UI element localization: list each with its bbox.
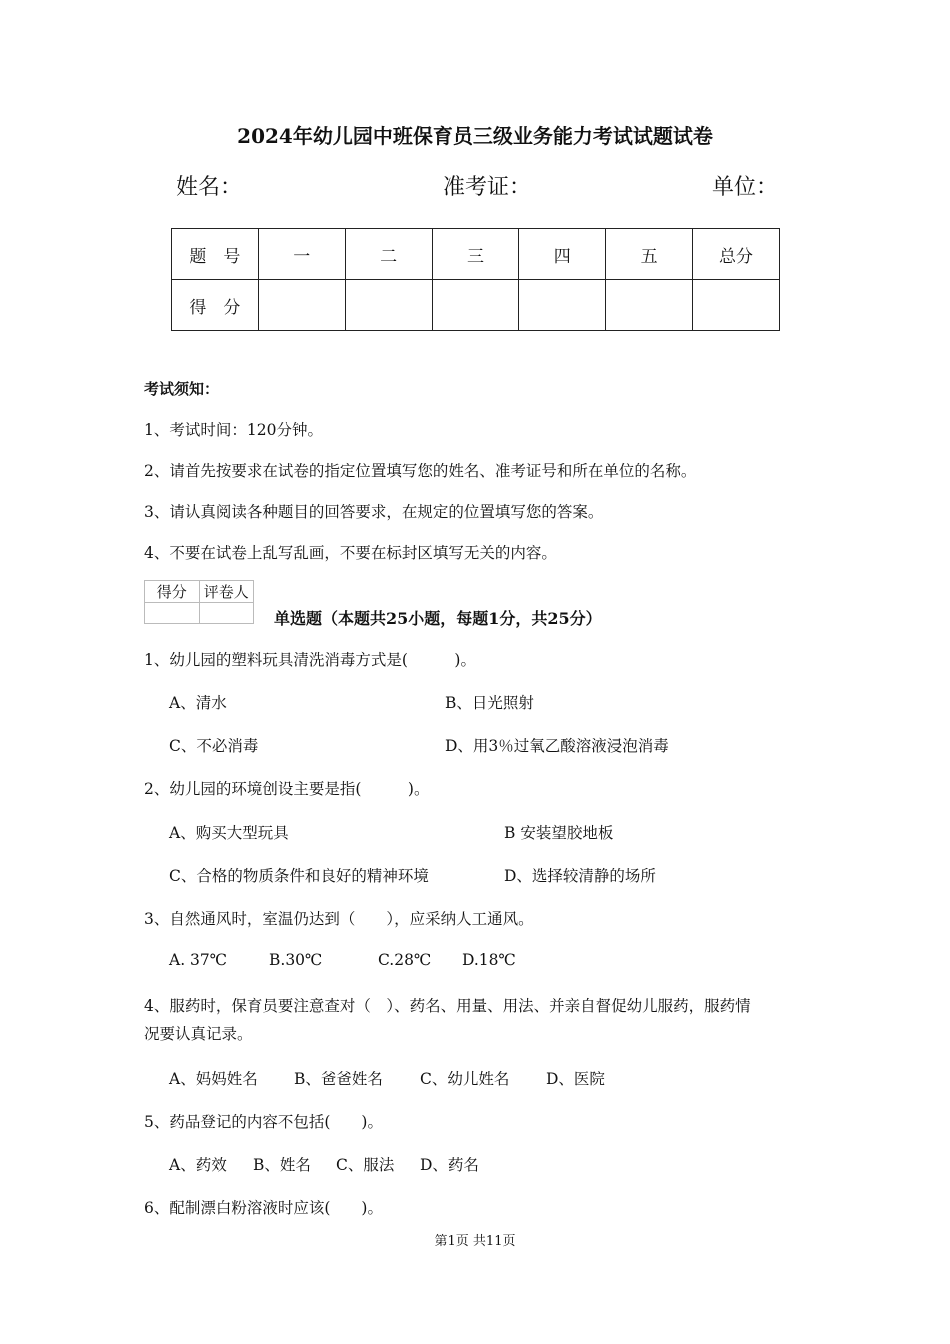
notice-item: 4、不要在试卷上乱写乱画，不要在标封区填写无关的内容。 xyxy=(144,544,557,562)
option-c: C、幼儿姓名 xyxy=(420,1070,510,1088)
name-label: 姓名： xyxy=(176,175,243,200)
score-input-cell[interactable] xyxy=(432,280,519,331)
score-table-cell: 题 号 xyxy=(172,229,259,280)
option-a: A、妈妈姓名 xyxy=(169,1070,258,1088)
exam-id-label: 准考证： xyxy=(443,175,532,200)
score-table-cell: 四 xyxy=(519,229,606,280)
score-table-cell: 总分 xyxy=(693,229,780,280)
notice-item: 2、请首先按要求在试卷的指定位置填写您的姓名、准考证号和所在单位的名称。 xyxy=(144,462,697,480)
question-stem: 3、自然通风时，室温仍达到（ ），应采纳人工通风。 xyxy=(144,910,534,928)
section-title: 单选题（本题共25小题，每题1分，共25分） xyxy=(274,609,602,628)
option-d: D、选择较清静的场所 xyxy=(504,867,656,885)
page-title: 2024年幼儿园中班保育员三级业务能力考试试题试卷 xyxy=(237,124,713,148)
option-b: B、姓名 xyxy=(253,1156,311,1174)
option-c: C、不必消毒 xyxy=(169,737,259,755)
score-input-cell[interactable] xyxy=(606,280,693,331)
question-stem: 6、配制漂白粉溶液时应该( )。 xyxy=(144,1199,383,1217)
score-table xyxy=(171,228,780,331)
option-d: D、药名 xyxy=(420,1156,479,1174)
question-stem: 2、幼儿园的环境创设主要是指( )。 xyxy=(144,780,430,798)
score-input-cell[interactable] xyxy=(258,280,345,331)
option-b: B 安装望胶地板 xyxy=(504,824,614,842)
option-a: A、购买大型玩具 xyxy=(169,824,289,842)
option-b: B.30℃ xyxy=(269,951,323,969)
score-table-cell: 二 xyxy=(345,229,432,280)
option-c: C.28℃ xyxy=(378,951,432,969)
score-row-label: 得 分 xyxy=(172,280,259,331)
score-table-header-row xyxy=(172,229,780,280)
score-table-cell: 五 xyxy=(606,229,693,280)
grader-name-cell[interactable] xyxy=(199,603,254,624)
option-c: C、服法 xyxy=(336,1156,395,1174)
question-stem: 4、服药时，保育员要注意查对（ ）、药名、用量、用法、并亲自督促幼儿服药，服药情 xyxy=(144,997,751,1015)
notice-item: 1、考试时间：120分钟。 xyxy=(144,421,323,439)
score-input-cell[interactable] xyxy=(345,280,432,331)
question-stem-continued: 况要认真记录。 xyxy=(144,1025,253,1043)
option-a: A、清水 xyxy=(169,694,227,712)
score-table-score-row xyxy=(172,280,780,331)
page-footer: 第1页 共11页 xyxy=(434,1234,516,1249)
option-b: B、日光照射 xyxy=(445,694,534,712)
grader-name-label: 评卷人 xyxy=(199,581,254,603)
option-a: A. 37℃ xyxy=(169,951,228,969)
grader-box xyxy=(144,580,254,624)
option-b: B、爸爸姓名 xyxy=(294,1070,383,1088)
question-stem: 1、幼儿园的塑料玩具清洗消毒方式是( )。 xyxy=(144,651,476,669)
option-d: D、医院 xyxy=(546,1070,605,1088)
grader-score-cell[interactable] xyxy=(145,603,200,624)
question-stem: 5、药品登记的内容不包括( )。 xyxy=(144,1113,383,1131)
score-table-cell: 三 xyxy=(432,229,519,280)
score-table-cell: 一 xyxy=(258,229,345,280)
notice-item: 3、请认真阅读各种题目的回答要求，在规定的位置填写您的答案。 xyxy=(144,503,604,521)
option-d: D、用3％过氧乙酸溶液浸泡消毒 xyxy=(445,737,669,755)
score-input-cell[interactable] xyxy=(519,280,606,331)
unit-label: 单位： xyxy=(712,175,779,200)
score-input-cell[interactable] xyxy=(693,280,780,331)
option-c: C、合格的物质条件和良好的精神环境 xyxy=(169,867,429,885)
grader-score-label: 得分 xyxy=(145,581,200,603)
option-a: A、药效 xyxy=(169,1156,227,1174)
notice-title: 考试须知： xyxy=(144,380,220,398)
option-d: D.18℃ xyxy=(462,951,516,969)
